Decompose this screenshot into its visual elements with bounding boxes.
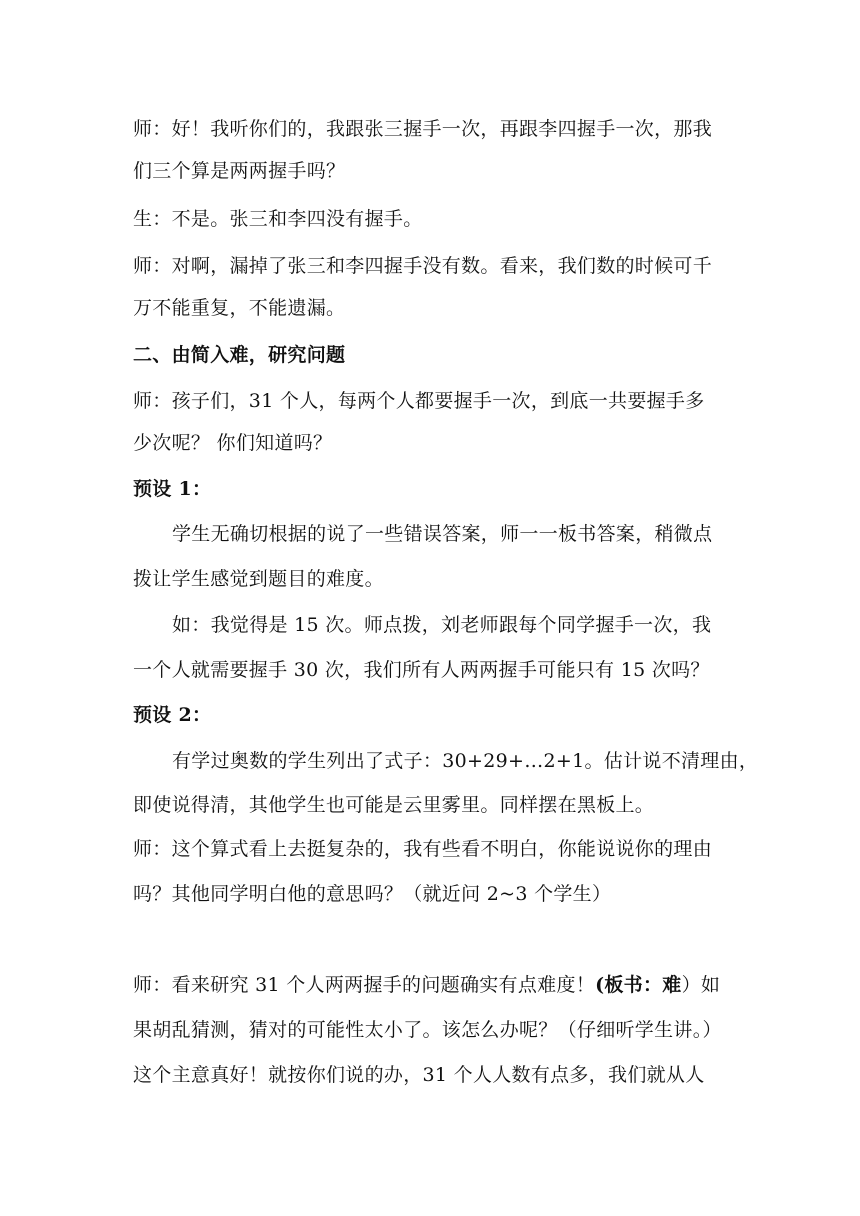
paragraph-line: 万不能重复，不能遗漏。	[133, 297, 346, 319]
paragraph-line: 吗？其他同学明白他的意思吗？（就近问 2~3 个学生）	[133, 883, 612, 905]
paragraph-line: 这个主意真好！就按你们说的办，31 个人人数有点多，我们就从人	[133, 1064, 705, 1086]
preset-heading: 预设 2：	[133, 704, 212, 726]
paragraph-line: 如：我觉得是 15 次。师点拨，刘老师跟每个同学握手一次，我	[172, 614, 712, 636]
preset-heading: 预设 1：	[133, 478, 212, 500]
paragraph-line: 即使说得清，其他学生也可能是云里雾里。同样摆在黑板上。	[133, 794, 655, 816]
paragraph-line: 师：这个算式看上去挺复杂的，我有些看不明白，你能说说你的理由	[133, 838, 713, 860]
paragraph-line: 少次呢？ 你们知道吗？	[133, 432, 333, 454]
paragraph-line: 师：好！我听你们的，我跟张三握手一次，再跟李四握手一次，那我	[133, 118, 713, 140]
paragraph-line: 有学过奥数的学生列出了式子：30+29+…2+1。估计说不清理由，	[172, 750, 759, 772]
text-run: ）如	[681, 974, 721, 996]
section-heading: 二、由简入难，研究问题	[133, 344, 346, 366]
paragraph-line: 生：不是。张三和李四没有握手。	[133, 208, 423, 230]
paragraph-line: 拨让学生感觉到题目的难度。	[133, 568, 384, 590]
paragraph-line: 果胡乱猜测，猜对的可能性太小了。该怎么办呢？（仔细听学生讲。）	[133, 1019, 722, 1041]
paragraph-line	[133, 972, 733, 998]
board-note: (板书：难	[595, 974, 682, 996]
paragraph-line: 一个人就需要握手 30 次，我们所有人两两握手可能只有 15 次吗？	[133, 659, 710, 681]
text-run: 师：看来研究 31 个人两两握手的问题确实有点难度！	[133, 974, 596, 996]
paragraph-line: 学生无确切根据的说了一些错误答案，师一一板书答案，稍微点	[172, 523, 713, 545]
paragraph-line: 师：对啊，漏掉了张三和李四握手没有数。看来，我们数的时候可千	[133, 255, 713, 277]
paragraph-line: 们三个算是两两握手吗？	[133, 160, 346, 182]
paragraph-line: 师：孩子们，31 个人，每两个人都要握手一次，到底一共要握手多	[133, 390, 705, 412]
